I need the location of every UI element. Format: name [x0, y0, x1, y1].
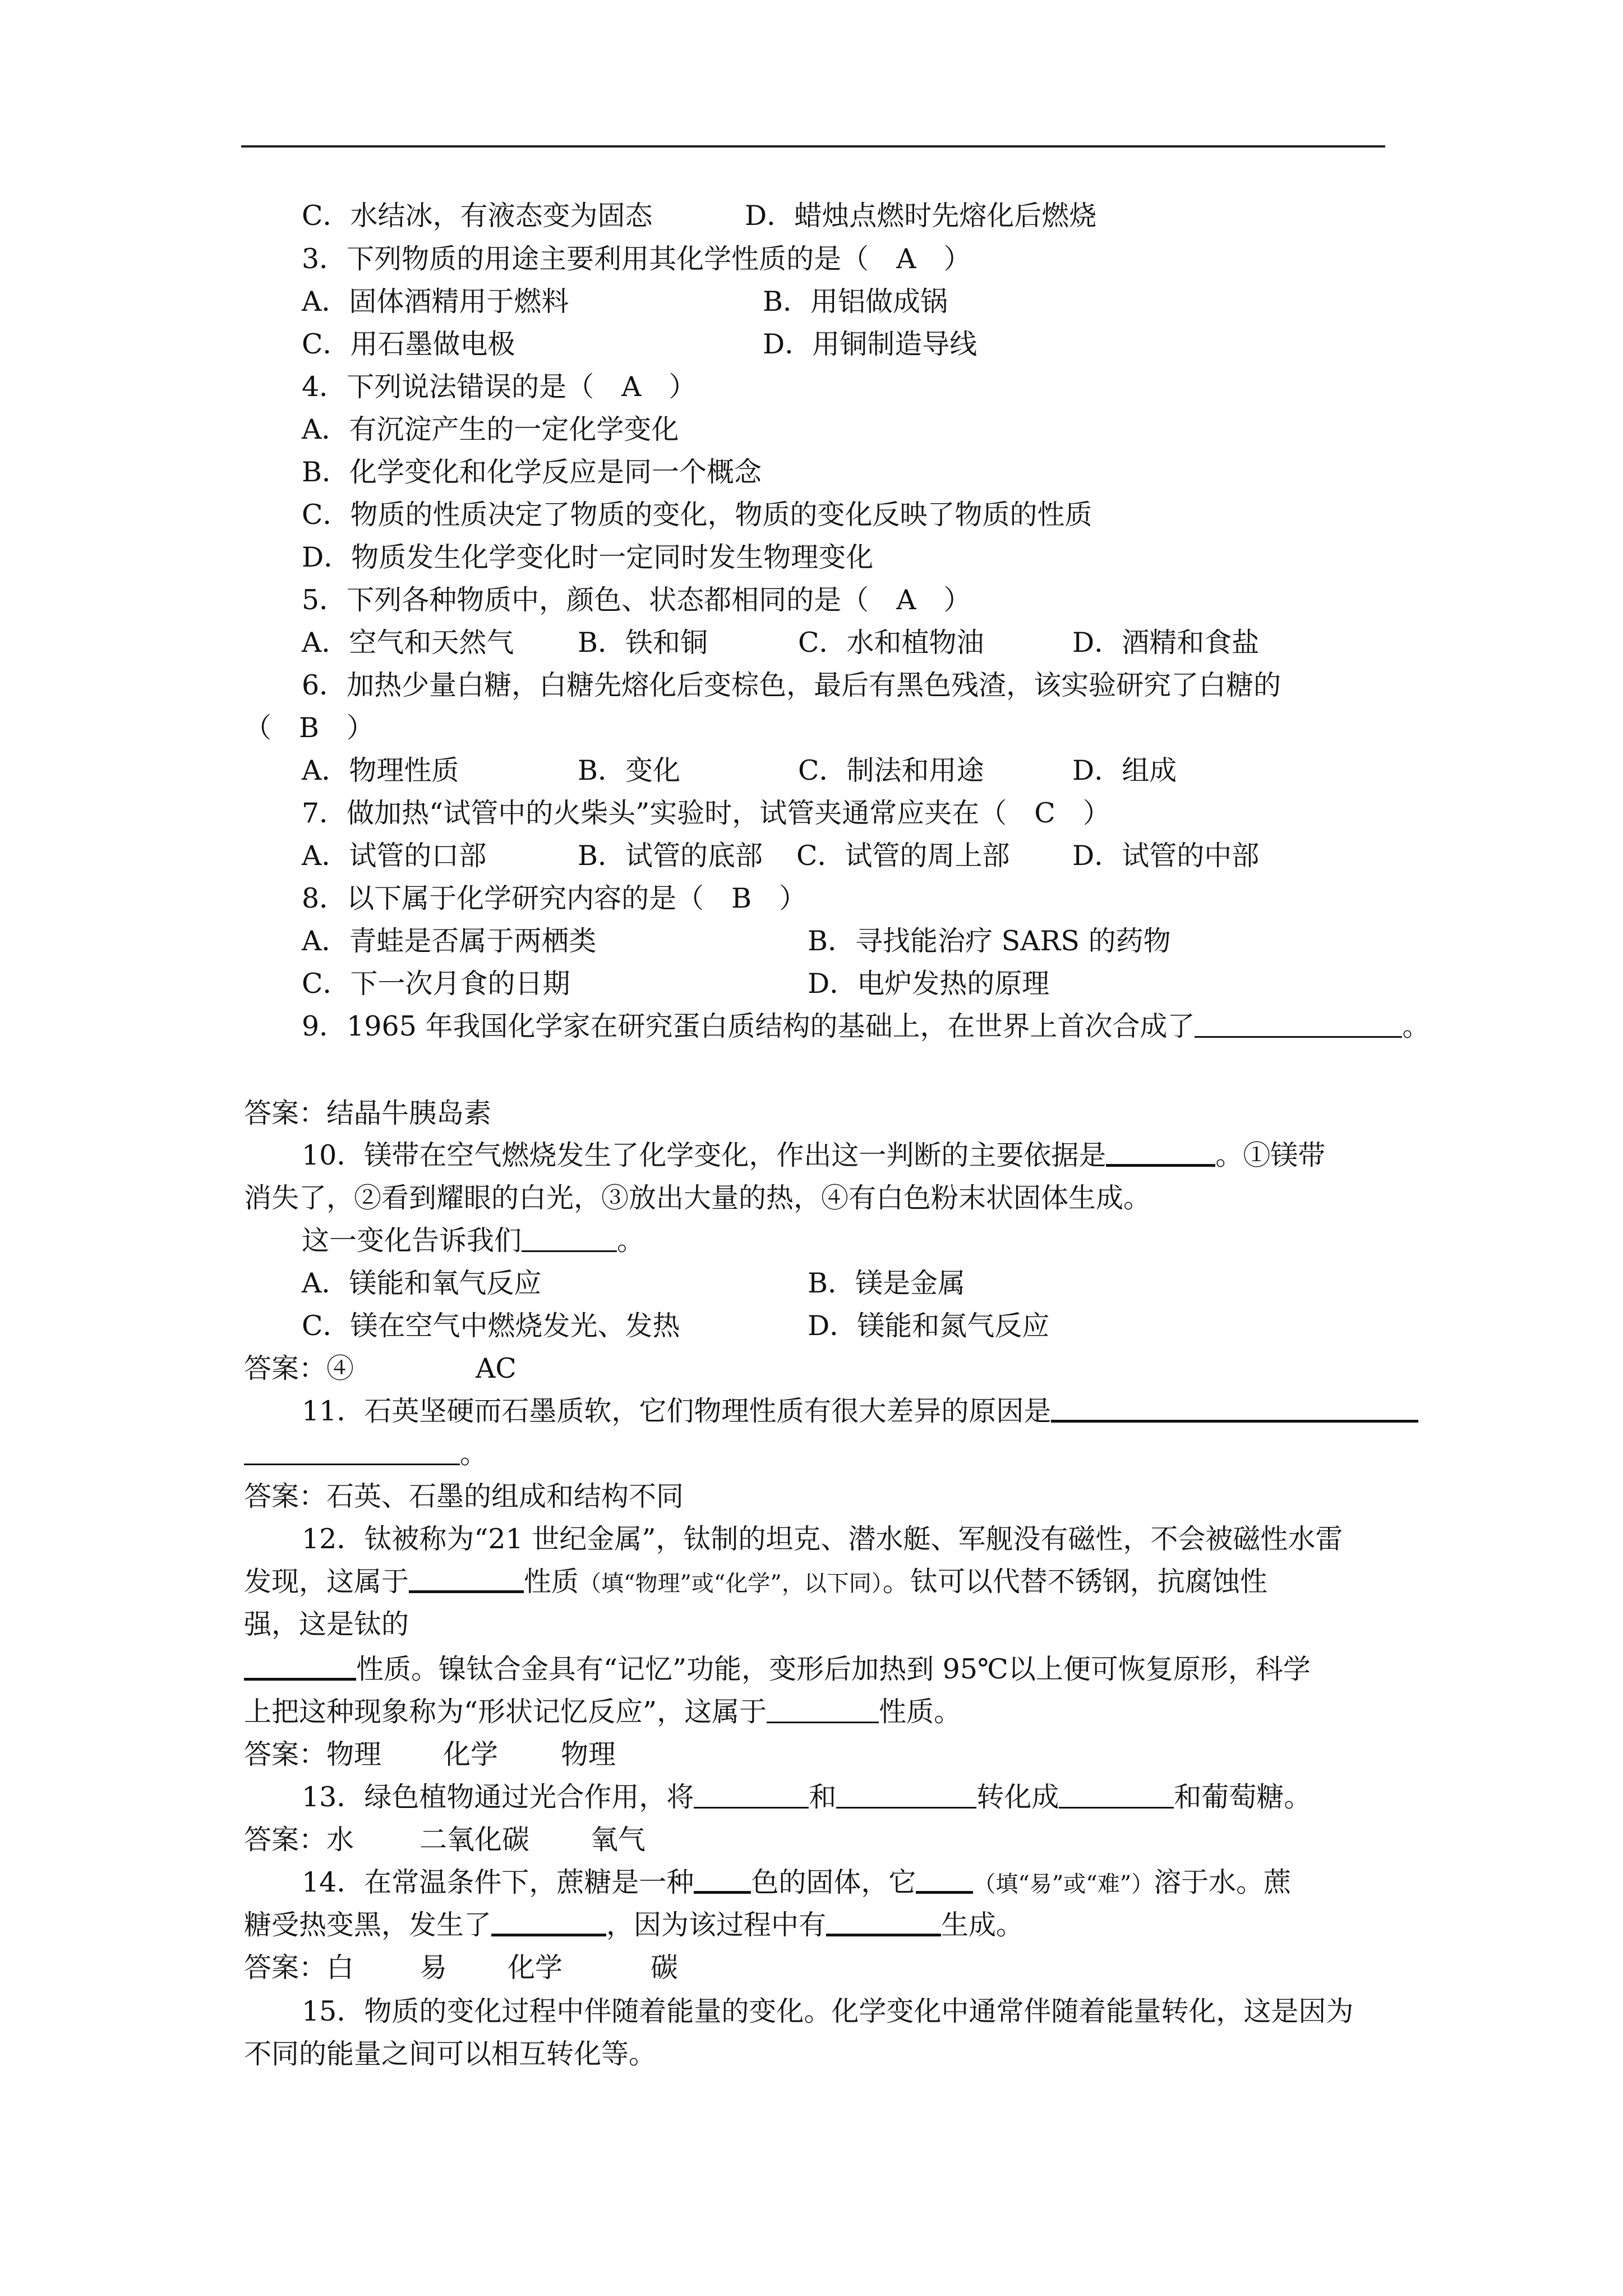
- q8-option-d: D．电炉发热的原理: [808, 968, 1050, 1000]
- q9-blank: [1195, 1011, 1402, 1038]
- q14-blank-2: [916, 1866, 973, 1894]
- q12-blank-2: [244, 1653, 356, 1681]
- q5-stem: 5．下列各种物质中，颜色、状态都相同的是（ A ）: [302, 584, 971, 616]
- q13-blank-3: [1059, 1782, 1174, 1809]
- q4-option-a: A．有沉淀产生的一定化学变化: [302, 413, 679, 445]
- q9-text: 9．1965 年我国化学家在研究蛋白质结构的基础上，在世界上首次合成了: [302, 1010, 1195, 1042]
- q14-answer-2: 易: [419, 1952, 448, 1984]
- q14-answer-4: 碳: [651, 1952, 679, 1984]
- q10-text-1b: 。①镁带: [1215, 1139, 1326, 1171]
- q4-option-b: B．化学变化和化学反应是同一个概念: [302, 456, 762, 488]
- q10-answer-1: 答案：④: [244, 1352, 354, 1384]
- q9-answer: 答案：结晶牛胰岛素: [244, 1097, 492, 1129]
- q6-stem: 6．加热少量白糖，白糖先熔化后变棕色，最后有黑色残渣，该实验研究了白糖的: [302, 669, 1281, 701]
- q8-option-c: C．下一次月食的日期: [302, 968, 570, 1000]
- q11-blank-1: [1051, 1395, 1418, 1423]
- header-rule: [241, 145, 1385, 148]
- q6-answer: （ B ）: [244, 712, 375, 744]
- q14-blank-3: [491, 1909, 606, 1936]
- q5-option-d: D．酒精和食盐: [1072, 627, 1260, 659]
- q12-blank-1: [409, 1566, 524, 1593]
- q10-option-c: C．镁在空气中燃烧发光、发热: [302, 1310, 680, 1342]
- q12-answer-2: 化学: [443, 1738, 499, 1770]
- q12-text-5a: 上把这种现象称为“形状记忆反应”，这属于: [244, 1696, 767, 1728]
- q11-answer: 答案：石英、石墨的组成和结构不同: [244, 1480, 684, 1512]
- q6-option-a: A．物理性质: [302, 754, 459, 786]
- q12-line5: [244, 1695, 961, 1729]
- q6-option-c: C．制法和用途: [798, 754, 984, 786]
- q10-text-3: 这一变化告诉我们: [302, 1225, 522, 1257]
- q13-answer-3: 氧气: [591, 1824, 646, 1856]
- q13-answer-1: 答案：水: [244, 1824, 354, 1856]
- q12-line3: 强，这是钛的: [244, 1608, 409, 1640]
- q12-text-2b: 性质: [524, 1566, 579, 1598]
- q4-option-d: D．物质发生化学变化时一定同时发生物理变化: [302, 541, 874, 573]
- q9-end: 。: [1402, 1010, 1430, 1042]
- q13-blank-1: [694, 1782, 809, 1809]
- q10-stem-line2: 消失了，②看到耀眼的白光，③放出大量的热，④有白色粉末状固体生成。: [244, 1182, 1151, 1214]
- q14-text-2c: 生成。: [941, 1909, 1024, 1941]
- q11-text: 11．石英坚硬而石墨质软，它们物理性质有很大差异的原因是: [302, 1395, 1052, 1427]
- q3-option-b: B．用铝做成锅: [763, 286, 948, 318]
- q10-answer-2: AC: [476, 1352, 517, 1384]
- q13-text-c: 转化成: [976, 1781, 1059, 1813]
- q11-end: 。: [460, 1438, 488, 1470]
- q11-stem-line2: [244, 1437, 487, 1471]
- q10-option-d: D．镁能和氮气反应: [808, 1310, 1050, 1342]
- q10-stem-line3: [302, 1224, 644, 1258]
- q14-text-1b: 色的固体，它: [751, 1866, 916, 1898]
- q7-option-b: B．试管的底部: [578, 840, 763, 872]
- q15-line1: 15．物质的变化过程中伴随着能量的变化。化学变化中通常伴随着能量转化，这是因为: [302, 1995, 1354, 2027]
- q3-option-d: D．用铜制造导线: [763, 328, 978, 360]
- q8-option-a: A．青蛙是否属于两栖类: [302, 925, 597, 957]
- q10-text-3b: 。: [617, 1225, 645, 1257]
- q14-text-2b: ，因为该过程中有: [606, 1909, 827, 1941]
- q14-blank-4: [826, 1909, 941, 1936]
- q3-option-c: C．用石墨做电极: [302, 328, 515, 360]
- q14-text-2a: 糖受热变黑，发生了: [244, 1909, 492, 1941]
- q15-line2: 不同的能量之间可以相互转化等。: [244, 2038, 657, 2070]
- q8-option-b: B．寻找能治疗 SARS 的药物: [808, 925, 1171, 957]
- q5-option-a: A．空气和天然气: [302, 627, 514, 659]
- q3-option-a: A．固体酒精用于燃料: [302, 286, 569, 318]
- q6-option-d: D．组成: [1072, 754, 1177, 786]
- q13-stem: [302, 1780, 1311, 1814]
- q8-stem: 8．以下属于化学研究内容的是（ B ）: [302, 882, 807, 914]
- q12-answer-1: 答案：物理: [244, 1738, 382, 1770]
- q13-blank-2: [836, 1782, 976, 1809]
- q14-text-1c: （填“易”或“难”）: [973, 1871, 1154, 1897]
- q14-line2: [244, 1908, 1023, 1942]
- q10-blank-1: [1106, 1139, 1215, 1167]
- q4-stem: 4．下列说法错误的是（ A ）: [302, 371, 697, 403]
- q12-text-2a: 发现，这属于: [244, 1566, 409, 1598]
- q13-text-d: 和葡萄糖。: [1174, 1781, 1312, 1813]
- q12-blank-3: [767, 1697, 879, 1723]
- q11-blank-2: [244, 1439, 460, 1465]
- q10-option-b: B．镁是金属: [808, 1267, 966, 1299]
- q7-option-a: A．试管的口部: [302, 840, 487, 872]
- q12-line4: [244, 1653, 1311, 1686]
- q12-text-2d: 。钛可以代替不锈钢，抗腐蚀性: [882, 1566, 1267, 1598]
- q10-option-a: A．镁能和氧气反应: [302, 1267, 542, 1299]
- q13-text-b: 和: [809, 1781, 837, 1813]
- q13-answer-2: 二氧化碳: [419, 1824, 530, 1856]
- q12-text-2c: （填“物理”或“化学”，以下同）: [579, 1571, 883, 1596]
- q3-stem: 3．下列物质的用途主要利用其化学性质的是（ A ）: [302, 243, 971, 275]
- q7-option-c: C．试管的周上部: [796, 840, 1010, 872]
- q14-text-1a: 14．在常温条件下，蔗糖是一种: [302, 1866, 694, 1898]
- q10-text-1: 10．镁带在空气燃烧发生了化学变化，作出这一判断的主要依据是: [302, 1139, 1106, 1171]
- q14-line1: [302, 1866, 1291, 1901]
- q2-option-c: C．水结冰，有液态变为固态: [302, 200, 653, 232]
- q12-text-5b: 性质。: [879, 1696, 962, 1728]
- q10-blank-2: [522, 1226, 617, 1252]
- q14-blank-1: [694, 1866, 751, 1894]
- q14-answer-3: 化学: [508, 1952, 563, 1984]
- q9-stem: [302, 1010, 1430, 1043]
- q2-option-d: D．蜡烛点燃时先熔化后燃烧: [745, 200, 1097, 232]
- q12-line1: 12．钛被称为“21 世纪金属”，钛制的坦克、潜水艇、军舰没有磁性，不会被磁性水雷: [302, 1523, 1343, 1555]
- q5-option-c: C．水和植物油: [798, 627, 984, 659]
- q10-stem-line1: [302, 1139, 1325, 1172]
- q12-line2: [244, 1565, 1267, 1600]
- q7-stem: 7．做加热“试管中的火柴头”实验时，试管夹通常应夹在（ C ）: [302, 797, 1110, 829]
- q5-option-b: B．铁和铜: [578, 627, 708, 659]
- q11-stem-line1: [302, 1395, 1418, 1428]
- q13-text-a: 13．绿色植物通过光合作用，将: [302, 1781, 694, 1813]
- q12-answer-3: 物理: [561, 1738, 616, 1770]
- q12-text-4b: 性质。镍钛合金具有“记忆”功能，变形后加热到 95℃以上便可恢复原形，科学: [356, 1653, 1311, 1685]
- q14-answer-1: 答案：白: [244, 1952, 354, 1984]
- q14-text-1d: 溶于水。蔗: [1154, 1866, 1292, 1898]
- q7-option-d: D．试管的中部: [1072, 840, 1260, 872]
- q4-option-c: C．物质的性质决定了物质的变化，物质的变化反映了物质的性质: [302, 499, 1092, 531]
- q6-option-b: B．变化: [578, 754, 681, 786]
